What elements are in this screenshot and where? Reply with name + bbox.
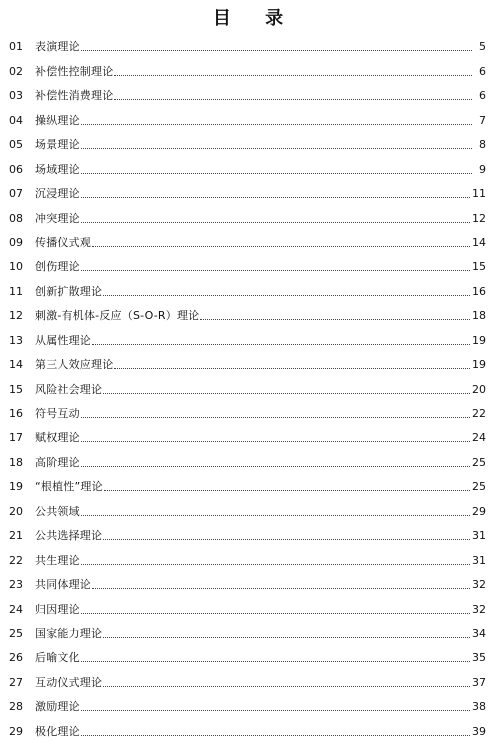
entry-number: 03 bbox=[9, 89, 23, 103]
toc-entry[interactable] bbox=[9, 276, 486, 300]
entry-title: 场域理论 bbox=[35, 162, 80, 176]
entry-number: 02 bbox=[9, 64, 23, 78]
toc-entry[interactable] bbox=[9, 301, 486, 325]
dot-leader bbox=[81, 710, 470, 711]
entry-number: 25 bbox=[9, 626, 23, 640]
page-title: 目 录 bbox=[212, 8, 298, 29]
entry-page-number: 19 bbox=[472, 358, 486, 372]
dot-leader bbox=[81, 417, 470, 418]
toc-entry[interactable] bbox=[9, 643, 486, 667]
entry-number: 22 bbox=[9, 553, 23, 567]
entry-title: 操纵理论 bbox=[35, 113, 80, 127]
dot-leader bbox=[81, 270, 470, 271]
dot-leader bbox=[81, 564, 470, 565]
toc-entry[interactable] bbox=[9, 105, 486, 129]
entry-title: 符号互动 bbox=[35, 407, 80, 420]
entry-title: 互动仪式理论 bbox=[35, 675, 103, 689]
toc-entry[interactable] bbox=[9, 594, 486, 618]
entry-number: 21 bbox=[9, 529, 23, 543]
toc-entry[interactable] bbox=[9, 472, 486, 496]
entry-page-number: 32 bbox=[472, 578, 486, 592]
entry-page-number: 15 bbox=[472, 260, 486, 274]
entry-page-number: 16 bbox=[472, 284, 486, 298]
toc-entry[interactable] bbox=[9, 56, 486, 80]
toc-entry[interactable] bbox=[9, 130, 486, 154]
toc-entry[interactable] bbox=[9, 154, 486, 178]
dot-leader bbox=[81, 515, 470, 516]
entry-page-number: 35 bbox=[472, 651, 486, 665]
entry-title: 极化理论 bbox=[35, 724, 80, 738]
entry-number: 07 bbox=[9, 187, 23, 201]
toc-entry[interactable] bbox=[9, 32, 486, 56]
entry-number: 19 bbox=[9, 480, 23, 494]
entry-page-number: 18 bbox=[472, 309, 486, 323]
entry-number: 11 bbox=[9, 284, 23, 298]
dot-leader bbox=[81, 148, 472, 149]
entry-page-number: 6 bbox=[479, 89, 486, 103]
dot-leader bbox=[103, 686, 470, 687]
dot-leader bbox=[103, 637, 470, 638]
toc-entry[interactable] bbox=[9, 252, 486, 276]
dot-leader bbox=[114, 368, 470, 369]
dot-leader bbox=[81, 466, 470, 467]
entry-number: 29 bbox=[9, 724, 23, 738]
entry-number: 06 bbox=[9, 162, 23, 176]
entry-page-number: 34 bbox=[472, 626, 486, 640]
entry-page-number: 12 bbox=[472, 211, 486, 225]
entry-number: 09 bbox=[9, 235, 23, 249]
entry-number: 15 bbox=[9, 382, 23, 396]
dot-leader bbox=[81, 735, 470, 736]
entry-number: 14 bbox=[9, 358, 23, 372]
entry-number: 04 bbox=[9, 113, 23, 127]
toc-entry[interactable] bbox=[9, 228, 486, 252]
dot-leader bbox=[81, 197, 470, 198]
entry-title: 后喻文化 bbox=[35, 651, 80, 665]
entry-title: 公共选择理论 bbox=[35, 529, 103, 543]
entry-page-number: 8 bbox=[479, 138, 486, 152]
dot-leader bbox=[103, 539, 470, 540]
entry-title: 冲突理论 bbox=[35, 211, 80, 225]
entry-title: 刺激-有机体-反应（S-O-R）理论 bbox=[35, 309, 200, 323]
entry-number: 23 bbox=[9, 578, 23, 592]
dot-leader bbox=[81, 222, 470, 223]
toc-entry[interactable] bbox=[9, 399, 486, 423]
entry-title: 国家能力理论 bbox=[35, 626, 103, 640]
entry-number: 10 bbox=[9, 260, 23, 274]
dot-leader bbox=[114, 99, 472, 100]
toc-entry[interactable] bbox=[9, 203, 486, 227]
entry-number: 13 bbox=[9, 333, 23, 347]
entry-title: 高阶理论 bbox=[35, 455, 80, 469]
entry-page-number: 14 bbox=[472, 235, 486, 249]
dot-leader bbox=[92, 588, 470, 589]
entry-page-number: 38 bbox=[472, 700, 486, 714]
toc-entry[interactable] bbox=[9, 179, 486, 203]
entry-title: 沉浸理论 bbox=[35, 187, 80, 201]
entry-title: 补偿性消费理论 bbox=[35, 89, 114, 103]
dot-leader bbox=[81, 173, 472, 174]
entry-number: 20 bbox=[9, 504, 23, 518]
entry-number: 18 bbox=[9, 455, 23, 469]
dot-leader bbox=[81, 661, 470, 662]
toc-entry[interactable] bbox=[9, 423, 486, 447]
toc-entry[interactable] bbox=[9, 692, 486, 716]
entry-page-number: 19 bbox=[472, 333, 486, 347]
entry-title: 创伤理论 bbox=[35, 260, 80, 274]
entry-page-number: 9 bbox=[479, 162, 486, 176]
entry-page-number: 7 bbox=[479, 113, 486, 127]
entry-number: 27 bbox=[9, 675, 23, 689]
entry-title: 共生理论 bbox=[35, 553, 80, 567]
entry-number: 24 bbox=[9, 602, 23, 616]
entry-title: 传播仪式观 bbox=[35, 235, 91, 249]
dot-leader bbox=[92, 246, 470, 247]
entry-page-number: 5 bbox=[479, 40, 486, 54]
entry-number: 12 bbox=[9, 309, 23, 323]
toc-entry[interactable] bbox=[9, 374, 486, 398]
entry-page-number: 25 bbox=[472, 455, 486, 469]
entry-page-number: 32 bbox=[472, 602, 486, 616]
toc-entry[interactable] bbox=[9, 325, 486, 349]
entry-page-number: 37 bbox=[472, 675, 486, 689]
entry-title: 赋权理论 bbox=[35, 431, 80, 445]
dot-leader bbox=[81, 441, 470, 442]
dot-leader bbox=[81, 613, 470, 614]
entry-page-number: 39 bbox=[472, 724, 486, 738]
entry-title: 共同体理论 bbox=[35, 578, 91, 592]
toc-entry[interactable] bbox=[9, 716, 486, 740]
entry-title: 风险社会理论 bbox=[35, 382, 103, 396]
dot-leader bbox=[81, 50, 472, 51]
table-of-contents bbox=[9, 32, 486, 741]
entry-title: 从属性理论 bbox=[35, 333, 91, 347]
dot-leader bbox=[103, 393, 470, 394]
toc-entry[interactable] bbox=[9, 521, 486, 545]
entry-title: 补偿性控制理论 bbox=[35, 64, 114, 78]
entry-title: 归因理论 bbox=[35, 602, 80, 616]
entry-page-number: 11 bbox=[472, 187, 486, 201]
dot-leader bbox=[200, 319, 470, 320]
entry-title: 激励理论 bbox=[35, 700, 80, 714]
toc-entry[interactable] bbox=[9, 545, 486, 569]
entry-page-number: 31 bbox=[472, 553, 486, 567]
entry-number: 28 bbox=[9, 700, 23, 714]
entry-title: 表演理论 bbox=[35, 40, 80, 54]
toc-entry[interactable] bbox=[9, 447, 486, 471]
entry-title: 公共领域 bbox=[35, 504, 80, 518]
entry-number: 16 bbox=[9, 407, 23, 420]
entry-number: 26 bbox=[9, 651, 23, 665]
entry-page-number: 31 bbox=[472, 529, 486, 543]
toc-entry[interactable] bbox=[9, 667, 486, 691]
entry-page-number: 6 bbox=[479, 64, 486, 78]
entry-number: 17 bbox=[9, 431, 23, 445]
entry-title: 创新扩散理论 bbox=[35, 284, 103, 298]
entry-title: “根植性”理论 bbox=[35, 480, 103, 494]
entry-number: 01 bbox=[9, 40, 23, 54]
entry-page-number: 20 bbox=[472, 382, 486, 396]
dot-leader bbox=[114, 75, 472, 76]
toc-entry[interactable] bbox=[9, 81, 486, 105]
entry-page-number: 29 bbox=[472, 504, 486, 518]
dot-leader bbox=[103, 295, 470, 296]
dot-leader bbox=[104, 490, 470, 491]
entry-page-number: 24 bbox=[472, 431, 486, 445]
entry-number: 05 bbox=[9, 138, 23, 152]
entry-page-number: 22 bbox=[472, 407, 486, 420]
entry-title: 第三人效应理论 bbox=[35, 358, 114, 372]
toc-entry[interactable] bbox=[9, 350, 486, 374]
toc-entry[interactable] bbox=[9, 570, 486, 594]
toc-entry[interactable] bbox=[9, 496, 486, 520]
dot-leader bbox=[92, 344, 470, 345]
toc-entry[interactable] bbox=[9, 619, 486, 643]
dot-leader bbox=[81, 124, 472, 125]
entry-page-number: 25 bbox=[472, 480, 486, 494]
entry-number: 08 bbox=[9, 211, 23, 225]
entry-title: 场景理论 bbox=[35, 138, 80, 152]
